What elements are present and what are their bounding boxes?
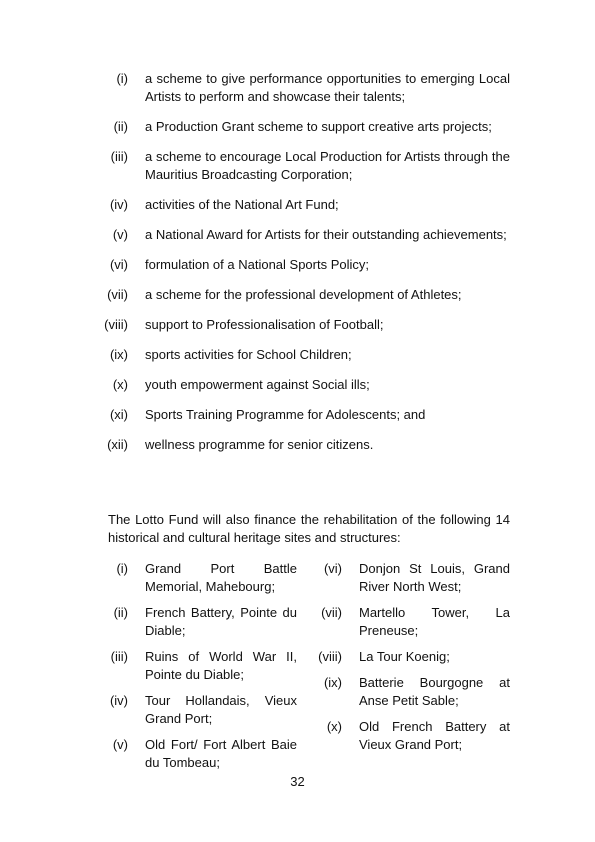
item-text: Grand Port Battle Memorial, Mahebourg;	[145, 561, 297, 594]
list-item	[300, 648, 595, 666]
item-text: formulation of a National Sports Policy;	[145, 257, 369, 272]
list-item	[0, 118, 595, 136]
list-item	[0, 406, 595, 424]
item-text: Tour Hollandais, Vieux Grand Port;	[145, 693, 297, 726]
list-item	[300, 604, 595, 640]
list-item	[0, 148, 595, 184]
item-number: (xii)	[107, 437, 128, 452]
list-item	[0, 376, 595, 394]
item-text: Old Fort/ Fort Albert Baie du Tombeau;	[145, 737, 297, 770]
item-text: Sports Training Programme for Adolescents; and	[145, 407, 426, 422]
item-text: Batterie Bourgogne at Anse Petit Sable;	[359, 675, 510, 708]
item-number: (iv)	[109, 693, 128, 708]
item-number: (iii)	[110, 149, 128, 164]
item-text: a scheme for the professional development of Athletes;	[145, 287, 462, 302]
item-number: (v)	[112, 227, 128, 242]
item-number: (x)	[326, 719, 342, 734]
list-item	[0, 346, 595, 364]
list-item	[0, 196, 595, 214]
list-item	[0, 436, 595, 454]
list-item	[300, 718, 595, 754]
item-number: (ix)	[323, 675, 342, 690]
item-number: (viii)	[318, 649, 342, 664]
list-item	[0, 316, 595, 334]
item-text: Martello Tower, La Preneuse;	[359, 605, 510, 638]
item-number: (vi)	[109, 257, 128, 272]
item-number: (iii)	[110, 649, 128, 664]
heritage-intro-paragraph: The Lotto Fund will also finance the rehabilitation of the following 14 historical and cultural heritage sites and structures:	[108, 512, 510, 545]
heritage-sites-right-column	[300, 560, 595, 754]
item-text: French Battery, Pointe du Diable;	[145, 605, 297, 638]
list-item	[0, 736, 300, 772]
item-text: a Production Grant scheme to support creative arts projects;	[145, 119, 492, 134]
list-item	[0, 604, 300, 640]
item-text: support to Professionalisation of Football;	[145, 317, 384, 332]
list-item	[0, 70, 595, 106]
item-text: a scheme to give performance opportunities to emerging Local Artists to perform and showcase their talents;	[145, 71, 510, 104]
list-item	[300, 674, 595, 710]
item-text: youth empowerment against Social ills;	[145, 377, 370, 392]
item-text: Old French Battery at Vieux Grand Port;	[359, 719, 510, 752]
item-number: (vi)	[323, 561, 342, 576]
item-text: sports activities for School Children;	[145, 347, 352, 362]
item-number: (v)	[112, 737, 128, 752]
item-number: (ii)	[113, 119, 128, 134]
item-number: (vii)	[107, 287, 128, 302]
item-text: activities of the National Art Fund;	[145, 197, 339, 212]
item-text: a scheme to encourage Local Production for Artists through the Mauritius Broadcasting Corporation;	[145, 149, 510, 182]
list-item	[0, 286, 595, 304]
page-number: 32	[290, 774, 305, 789]
list-item	[0, 226, 595, 244]
item-number: (ii)	[113, 605, 128, 620]
item-number: (i)	[116, 561, 128, 576]
item-text: wellness programme for senior citizens.	[145, 437, 374, 452]
funding-list	[0, 70, 595, 466]
item-number: (ix)	[109, 347, 128, 362]
list-item	[0, 256, 595, 274]
item-number: (iv)	[109, 197, 128, 212]
item-number: (x)	[112, 377, 128, 392]
list-item	[300, 560, 595, 596]
list-item	[0, 560, 300, 596]
item-text: La Tour Koenig;	[359, 649, 450, 664]
item-text: Ruins of World War II, Pointe du Diable;	[145, 649, 297, 682]
item-number: (i)	[116, 71, 128, 86]
item-number: (viii)	[104, 317, 128, 332]
list-item	[0, 648, 300, 684]
item-number: (xi)	[109, 407, 128, 422]
item-text: a National Award for Artists for their outstanding achievements;	[145, 227, 507, 242]
item-text: Donjon St Louis, Grand River North West;	[359, 561, 510, 594]
list-item	[0, 692, 300, 728]
heritage-sites-left-column	[0, 560, 300, 772]
item-number: (vii)	[321, 605, 342, 620]
